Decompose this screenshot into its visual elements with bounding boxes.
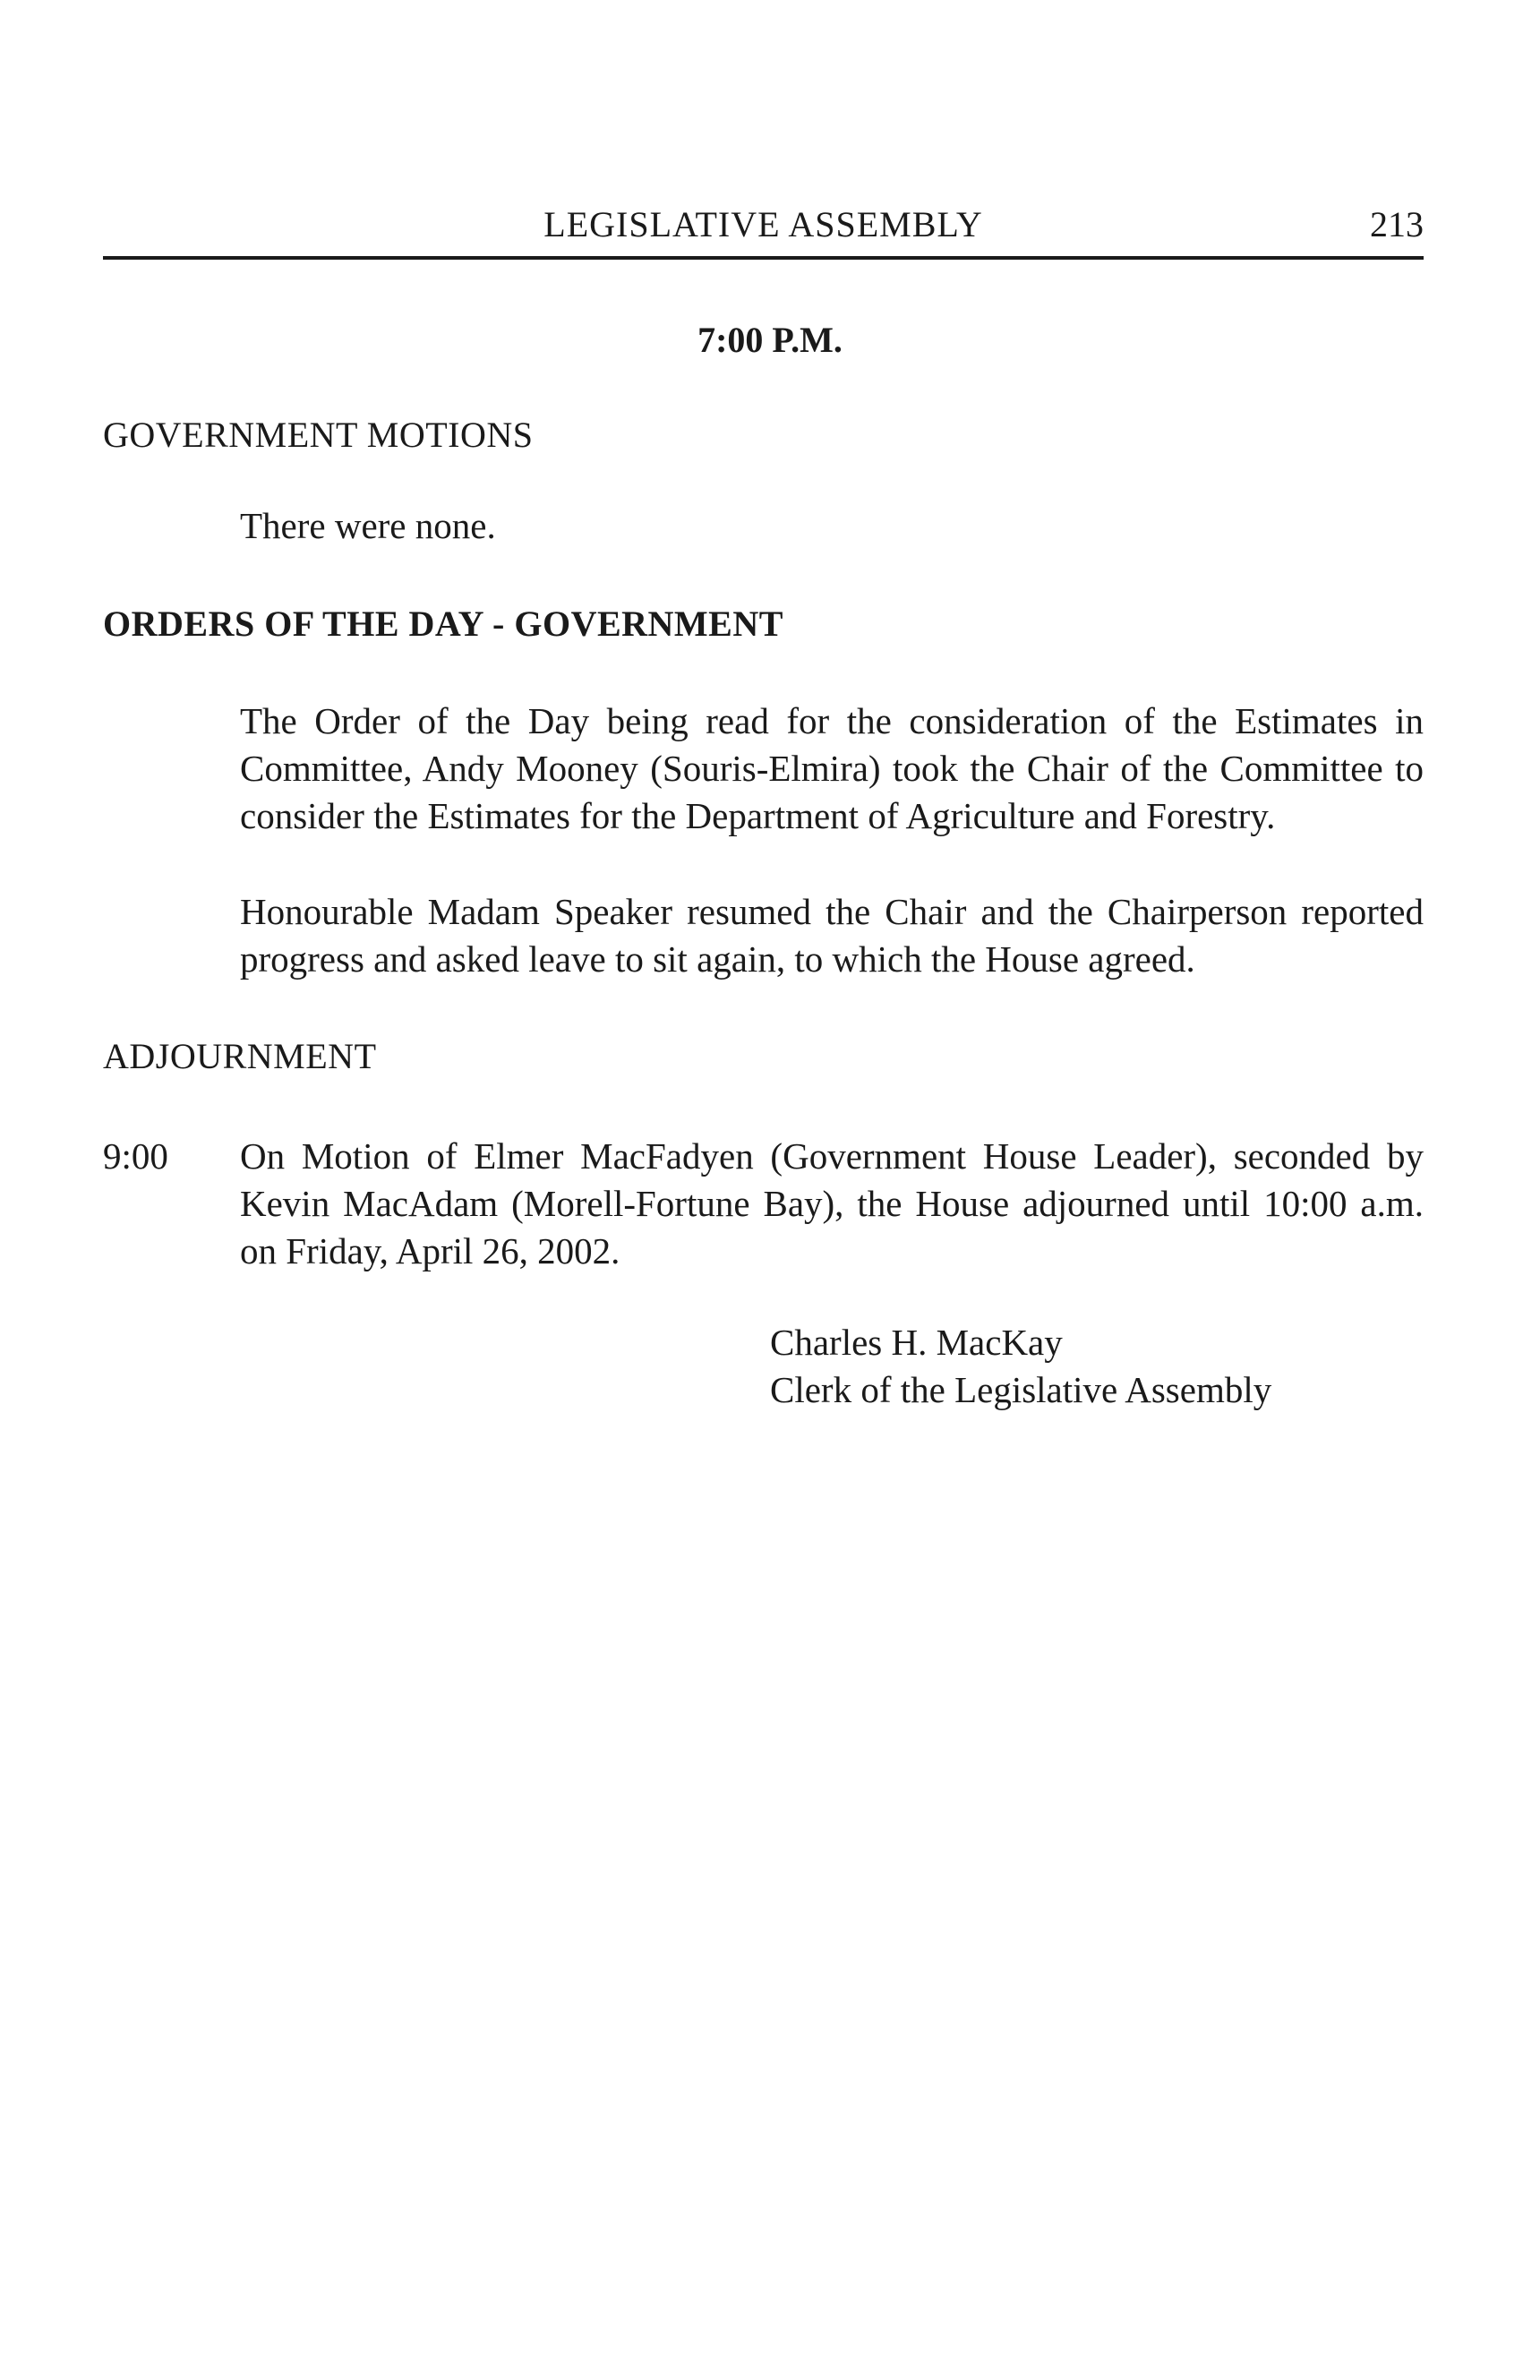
orders-of-the-day-heading: ORDERS OF THE DAY - GOVERNMENT: [103, 604, 783, 644]
signature-title: Clerk of the Legislative Assembly: [770, 1369, 1272, 1410]
page-number: 213: [1370, 204, 1424, 244]
time-heading: 7:00 P.M.: [697, 320, 843, 360]
running-header: [103, 199, 1424, 251]
government-motions-heading: GOVERNMENT MOTIONS: [103, 415, 534, 455]
header-rule: [103, 256, 1424, 260]
adjournment-text: On Motion of Elmer MacFadyen (Government House Leader), seconded by Kevin MacAdam (Morell-Fortune Bay), the House adjourned until 10:00 a.m. on Friday, April 26, 2002.: [240, 1135, 1424, 1271]
adjournment-heading: ADJOURNMENT: [103, 1036, 377, 1076]
government-motions-text: There were none.: [240, 505, 496, 546]
adjournment-time: 9:00: [103, 1135, 168, 1177]
header-title: LEGISLATIVE ASSEMBLY: [543, 204, 983, 244]
orders-paragraph-2: Honourable Madam Speaker resumed the Chair and the Chairperson reported progress and asked leave to sit again, to which the House agreed.: [240, 891, 1424, 980]
signature-block: [770, 1319, 1271, 1414]
signature-name: Charles H. MacKay: [770, 1322, 1063, 1363]
orders-paragraph-1: The Order of the Day being read for the consideration of the Estimates in Committee, Andy Mooney (Souris-Elmira) took the Chair of the Committee to consider the Estimates for the Department of Agriculture and Forestry.: [240, 700, 1424, 836]
